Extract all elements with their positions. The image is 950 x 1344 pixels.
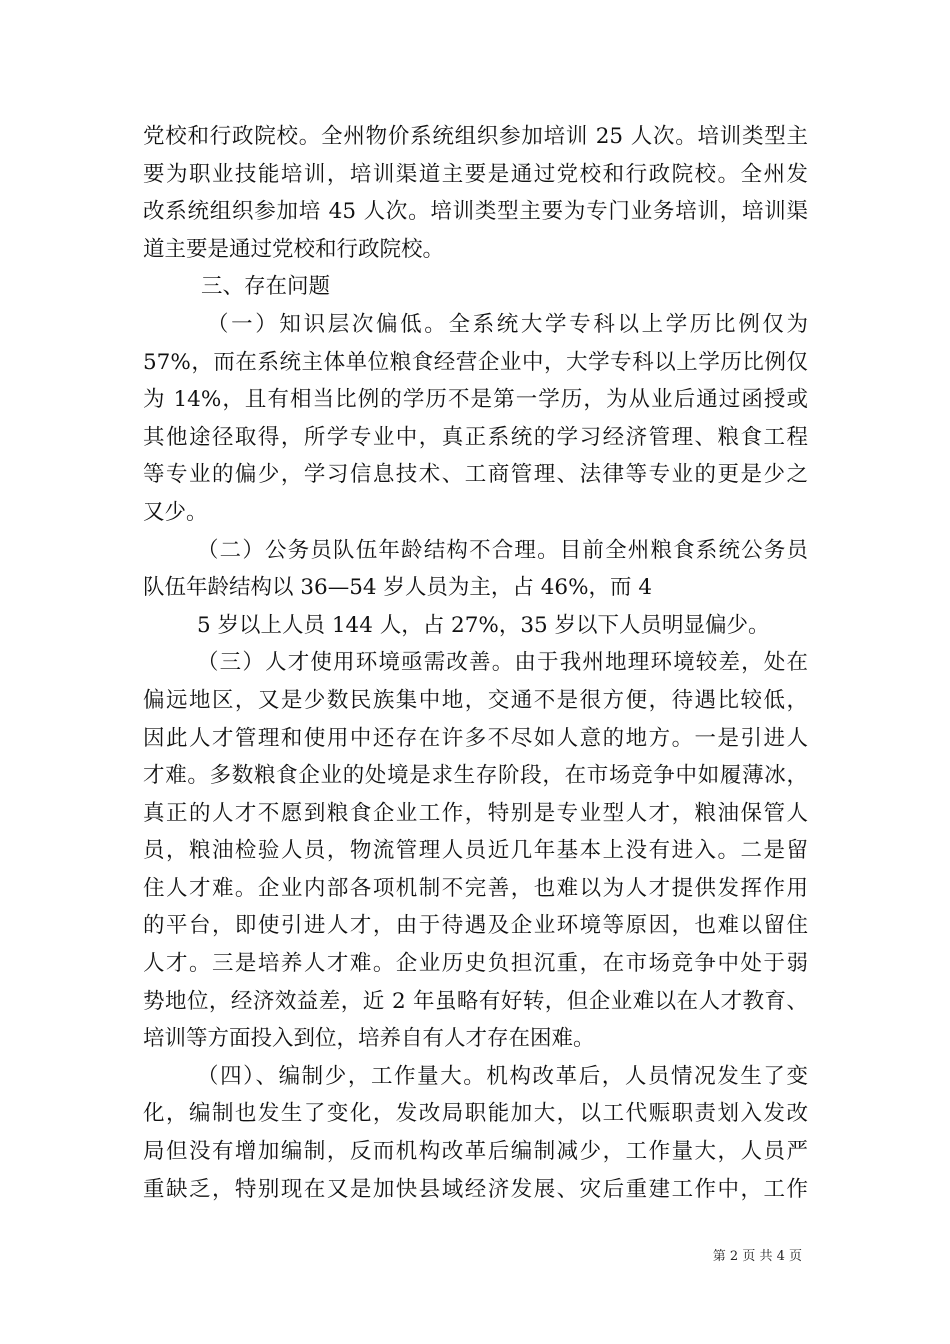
text-line: 局但没有增加编制，反而机构改革后编制减少，工作量大，人员严: [143, 1139, 808, 1165]
paragraph-start-line: （三）人才使用环境亟需改善。由于我州地理环境较差，处在: [197, 650, 808, 676]
text-line: 为 14%，且有相当比例的学历不是第一学历，为从业后通过函授或: [143, 387, 808, 413]
text-line: 57%，而在系统主体单位粮食经营企业中，大学专科以上学历比例仅: [143, 349, 808, 375]
text-line: 党校和行政院校。全州物价系统组织参加培训 25 人次。培训类型主: [143, 124, 808, 149]
paragraph-start-line: （一）知识层次偏低。全系统大学专科以上学历比例仅为: [207, 311, 808, 337]
paragraph-start-line: （四）、编制少，工作量大。机构改革后，人员情况发生了变: [197, 1063, 808, 1089]
text-line: 道主要是通过党校和行政院校。: [143, 236, 445, 262]
text-line: 等专业的偏少，学习信息技术、工商管理、法律等专业的更是少之: [143, 462, 808, 488]
text-line: 因此人才管理和使用中还存在许多不尽如人意的地方。一是引进人: [143, 725, 808, 751]
text-line: 又少。: [143, 499, 208, 525]
page-number-footer: 第 2 页 共 4 页: [712, 1249, 802, 1264]
text-line: 要为职业技能培训，培训渠道主要是通过党校和行政院校。全州发: [143, 161, 808, 187]
text-line: 势地位，经济效益差，近 2 年虽略有好转，但企业难以在人才教育、: [143, 988, 808, 1014]
document-body: [143, 118, 808, 1208]
section-heading: 三、存在问题: [201, 274, 331, 300]
text-line: 偏远地区，又是少数民族集中地，交通不是很方便，待遇比较低，: [143, 687, 808, 713]
text-line: 员，粮油检验人员，物流管理人员近几年基本上没有进入。二是留: [143, 838, 808, 864]
text-line: 住人才难。企业内部各项机制不完善，也难以为人才提供发挥作用: [143, 875, 808, 901]
text-line: 队伍年龄结构以 36—54 岁人员为主，占 46%，而 4: [143, 575, 653, 601]
text-line: 的平台，即使引进人才，由于待遇及企业环境等原因，也难以留住: [143, 913, 808, 939]
text-line: 5 岁以上人员 144 人，占 27%，35 岁以下人员明显偏少。: [197, 612, 770, 638]
text-line: 重缺乏，特别现在又是加快县域经济发展、灾后重建工作中，工作: [143, 1176, 808, 1202]
text-line: 化，编制也发生了变化，发改局职能加大，以工代赈职责划入发改: [143, 1101, 808, 1127]
text-line: 人才。三是培养人才难。企业历史负担沉重，在市场竞争中处于弱: [143, 951, 808, 977]
text-line: 真正的人才不愿到粮食企业工作，特别是专业型人才，粮油保管人: [143, 800, 808, 826]
text-line: 改系统组织参加培 45 人次。培训类型主要为专门业务培训，培训渠: [143, 199, 808, 225]
text-line: 才难。多数粮食企业的处境是求生存阶段，在市场竞争中如履薄冰，: [143, 763, 808, 789]
paragraph-start-line: （二）公务员队伍年龄结构不合理。目前全州粮食系统公务员: [197, 537, 808, 563]
text-line: 培训等方面投入到位，培养自有人才存在困难。: [143, 1026, 595, 1052]
text-line: 其他途径取得，所学专业中，真正系统的学习经济管理、粮食工程: [143, 424, 808, 450]
